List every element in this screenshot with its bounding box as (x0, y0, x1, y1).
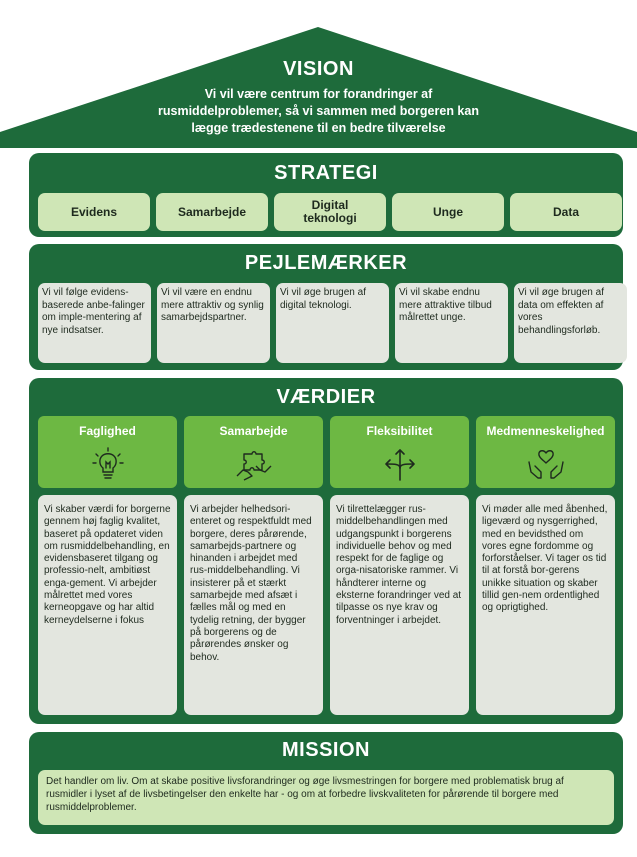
value-samarbejde (184, 416, 323, 715)
pejlemaerke-data: Vi vil øge brugen af data om effekten af vores behandlingsforløb. (514, 283, 627, 363)
strategi-item-samarbejde: Samarbejde (156, 193, 268, 231)
value-name: Faglighed (79, 424, 136, 438)
puzzle-hands-icon (234, 446, 274, 482)
strategi-section (29, 153, 623, 237)
strategi-title: STRATEGI (274, 162, 378, 184)
vaerdier-section (29, 378, 623, 724)
value-text: Vi møder alle med åbenhed, ligeværd og nysgerrighed, med en bevidsthed om vores egne fordomme og forforståelser. Vi tager os tid til at forstå bor-gerens unikke situation og skaber tillid gen-nem ordentlighed og oprigtighed. (476, 495, 615, 715)
lightbulb-icon (88, 446, 128, 482)
mission-text: Det handler om liv. Om at skabe positive livsforandringer og øge livsmestringen for borgere med problematisk brug af rusmidler i lyset af de livsbetingelser den enkelte har - og om at forbedre livskvaliteten for pårørende til borgere med rusmiddelproblemer. (38, 770, 614, 825)
strategi-item-data: Data (510, 193, 622, 231)
mission-section (29, 732, 623, 834)
mission-title: MISSION (282, 739, 370, 761)
pejlemaerker-items (38, 283, 627, 363)
strategi-items (38, 193, 622, 231)
split-arrows-icon (380, 446, 420, 482)
value-name: Samarbejde (219, 424, 288, 438)
vision-block (0, 58, 637, 137)
value-name: Medmenneskelighed (486, 424, 605, 438)
pejlemaerker-section (29, 244, 623, 370)
value-faglighed (38, 416, 177, 715)
value-text: Vi skaber værdi for borgerne gennem høj faglig kvalitet, baseret på opdateret viden om rusmiddelbehandling, en evidensbaseret tilgang og professio-nelt, ambitiøst enga-gement. Vi arbejder målrettet med vores kerneopgave og har altid kerneydelserne i fokus (38, 495, 177, 715)
vaerdier-columns (38, 416, 615, 715)
pejlemaerke-digital: Vi vil øge brugen af digital teknologi. (276, 283, 389, 363)
strategi-item-unge: Unge (392, 193, 504, 231)
pejlemaerke-unge: Vi vil skabe endnu mere attraktive tilbud målrettet unge. (395, 283, 508, 363)
vision-title: VISION (283, 58, 354, 80)
value-medmenneskelighed (476, 416, 615, 715)
value-header (476, 416, 615, 488)
value-header (38, 416, 177, 488)
value-text: Vi tilrettelægger rus-middelbehandlingen med udgangspunkt i borgerens individuelle behov og med respekt for de faglige og orga-nisatoriske rammer. Vi håndterer interne og eksterne forandringer ved at tilpasse os nye krav og forventninger i arbejdet. (330, 495, 469, 715)
pejlemaerke-evidens: Vi vil følge evidens-baserede anbe-falinger om imple-mentering af nye indsatser. (38, 283, 151, 363)
strategi-item-evidens: Evidens (38, 193, 150, 231)
value-text: Vi arbejder helhedsori-enteret og respektfuldt med borgere, deres pårørende, samarbejds-partnere og hinanden i arbejdet med rus-middelbehandling. Vi insisterer på et stærkt samarbejde med afsæt i fælles mål og med en tydelig retning, der bygger på borgerens og de pårørendes ønsker og behov. (184, 495, 323, 715)
heart-hands-icon (526, 446, 566, 482)
vaerdier-title: VÆRDIER (276, 386, 376, 408)
pejlemaerke-samarbejde: Vi vil være en endnu mere attraktiv og synlig samarbejdspartner. (157, 283, 270, 363)
strategi-item-digital-teknologi: Digital teknologi (274, 193, 386, 231)
value-name: Fleksibilitet (366, 424, 433, 438)
value-header (184, 416, 323, 488)
pejlemaerker-title: PEJLEMÆRKER (244, 252, 408, 274)
value-header (330, 416, 469, 488)
value-fleksibilitet (330, 416, 469, 715)
vision-text: Vi vil være centrum for forandringer af rusmiddelproblemer, så vi sammen med borgeren kan lægge trædestenene til en bedre tilværelse (158, 87, 479, 135)
